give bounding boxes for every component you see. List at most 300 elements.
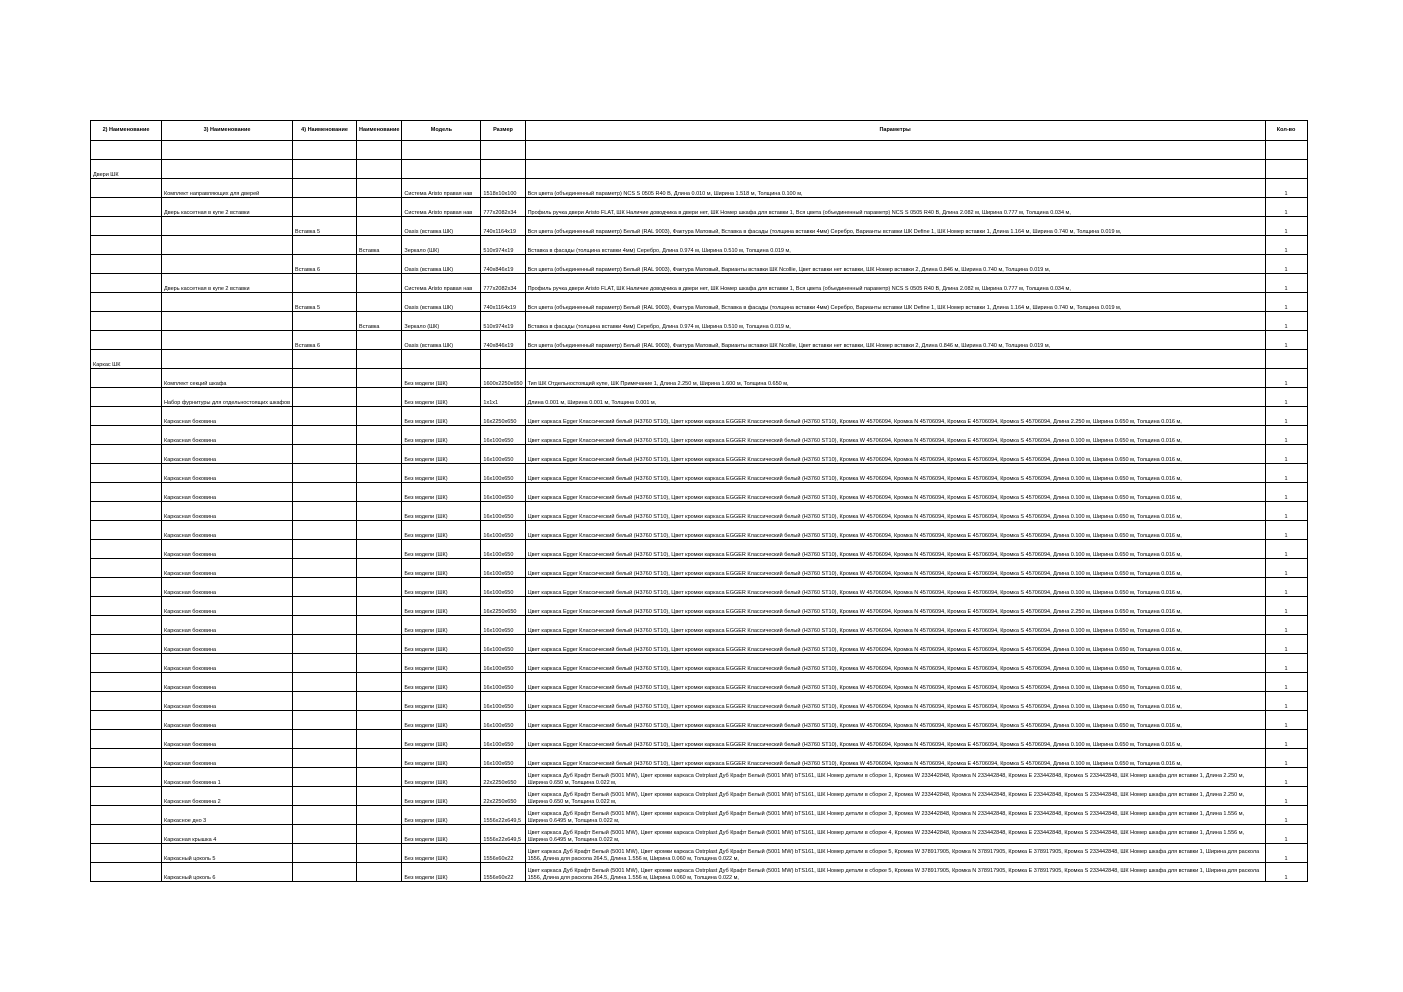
- cell-name-level4: [293, 730, 357, 749]
- cell-name-level5: [357, 654, 402, 673]
- cell-name-level2: [91, 749, 162, 768]
- cell-qty: [1265, 160, 1307, 179]
- header-name-level2: 2) Наименование: [91, 121, 162, 141]
- cell-size: 777x2082x34: [481, 274, 525, 293]
- cell-name-level4: [293, 312, 357, 331]
- cell-name-level4: [293, 160, 357, 179]
- table-row: [91, 692, 1308, 711]
- cell-name-level5: Вставка: [357, 312, 402, 331]
- cell-params: Цвет каркаса Дуб Крафт Белый (5001 MW), Цвет кромки каркаса Ostrplast Дуб Крафт Белый (5001 MW) bTS161, ШК Номер детали в сборке 2, Кромка W 233442848, Кромка N 233442848, Кромка E 233442848, Кромка S 233442848, ШК Номер шкафа для вставки 1, Длина 2.250 м, Ширина 0.650 м, Толщина 0.022 м,: [525, 787, 1265, 806]
- cell-name-level2: [91, 825, 162, 844]
- cell-name-level3: [162, 312, 293, 331]
- header-size: Размер: [481, 121, 525, 141]
- cell-name-level4: [293, 749, 357, 768]
- cell-params: Тип ШК Отдельностоящий купе, ШК Примечание 1, Длина 2.250 м, Ширина 1.600 м, Толщина 0.650 м,: [525, 369, 1265, 388]
- cell-size: 16x100x650: [481, 673, 525, 692]
- cell-name-level2: [91, 388, 162, 407]
- cell-params: Цвет каркаса Дуб Крафт Белый (5001 MW), Цвет кромки каркаса Ostrplast Дуб Крафт Белый (5001 MW) bTS161, ШК Номер детали в сборке 1, Кромка W 233442848, Кромка N 233442848, Кромка E 233442848, Кромка S 233442848, ШК Номер шкафа для вставки 1, Длина 2.250 м, Ширина 0.650 м, Толщина 0.022 м,: [525, 768, 1265, 787]
- cell-qty: 1: [1265, 388, 1307, 407]
- cell-qty: 1: [1265, 863, 1307, 882]
- cell-name-level2: [91, 521, 162, 540]
- cell-params: Вставка в фасады (толщина вставки 4мм) Серебро, Длина 0.974 м, Ширина 0.510 м, Толщина 0.019 м,: [525, 236, 1265, 255]
- cell-qty: 1: [1265, 179, 1307, 198]
- cell-qty: [1265, 141, 1307, 160]
- cell-qty: 1: [1265, 616, 1307, 635]
- cell-params: Цвет каркаса Egger Классический белый (H3760 ST10), Цвет кромки каркаса EGGER Классический белый (H3760 ST10), Кромка W 45706094, Кромка N 45706094, Кромка E 45706094, Кромка S 45706094, Длина 0.100 м, Ширина 0.650 м, Толщина 0.016 м,: [525, 426, 1265, 445]
- cell-name-level4: [293, 464, 357, 483]
- cell-name-level5: [357, 483, 402, 502]
- cell-size: [481, 141, 525, 160]
- cell-model: Без модели (ШК): [402, 540, 481, 559]
- cell-name-level3: Комплект направляющих для дверей: [162, 179, 293, 198]
- cell-name-level3: [162, 293, 293, 312]
- cell-name-level3: Каркасное дно 3: [162, 806, 293, 825]
- cell-size: 1600x2250x650: [481, 369, 525, 388]
- cell-params: Вся цвета (объединенный параметр) Белый (RAL 9003), Фактура Матовый, Вставка в фасады (толщина вставки 4мм) Серебро, Варианты вставки ШК Define 1, ШК Номер вставки 1, Длина 1.164 м, Ширина 0.740 м, Толщина 0.019 м,: [525, 217, 1265, 236]
- cell-qty: 1: [1265, 749, 1307, 768]
- table-row: [91, 578, 1308, 597]
- cell-params: Цвет каркаса Дуб Крафт Белый (5001 MW), Цвет кромки каркаса Ostrplast Дуб Крафт Белый (5001 MW) bTS161, ШК Номер детали в сборке 4, Кромка W 233442848, Кромка N 233442848, Кромка E 233442848, Кромка S 233442848, ШК Номер шкафа для вставки 1, Длина 1.556 м, Ширина 0.6495 м, Толщина 0.022 м,: [525, 825, 1265, 844]
- cell-qty: 1: [1265, 407, 1307, 426]
- cell-name-level2: [91, 559, 162, 578]
- cell-name-level2: [91, 768, 162, 787]
- header-name-level3: 3) Наименование: [162, 121, 293, 141]
- cell-qty: 1: [1265, 711, 1307, 730]
- cell-name-level5: [357, 331, 402, 350]
- cell-model: Без модели (ШК): [402, 806, 481, 825]
- cell-name-level3: Каркасная боковина: [162, 559, 293, 578]
- header-name-level5: Наименование: [357, 121, 402, 141]
- cell-model: Система Aristo правая нав: [402, 198, 481, 217]
- cell-name-level3: [162, 255, 293, 274]
- cell-qty: 1: [1265, 673, 1307, 692]
- cell-name-level3: Дверь кассетная в купе 2 вставки: [162, 274, 293, 293]
- table-row: [91, 654, 1308, 673]
- cell-name-level4: [293, 445, 357, 464]
- cell-name-level5: [357, 274, 402, 293]
- table-row: [91, 825, 1308, 844]
- table-row: [91, 483, 1308, 502]
- cell-name-level2: Каркас ШК: [91, 350, 162, 369]
- cell-name-level2: [91, 331, 162, 350]
- cell-name-level4: [293, 407, 357, 426]
- cell-size: 16x100x650: [481, 749, 525, 768]
- cell-name-level2: [91, 787, 162, 806]
- cell-name-level4: [293, 692, 357, 711]
- cell-name-level3: Каркасная боковина: [162, 502, 293, 521]
- cell-params: Цвет каркаса Egger Классический белый (H3760 ST10), Цвет кромки каркаса EGGER Классический белый (H3760 ST10), Кромка W 45706094, Кромка N 45706094, Кромка E 45706094, Кромка S 45706094, Длина 0.100 м, Ширина 0.650 м, Толщина 0.016 м,: [525, 673, 1265, 692]
- cell-size: 16x100x650: [481, 711, 525, 730]
- cell-qty: 1: [1265, 217, 1307, 236]
- cell-name-level4: Вставка 6: [293, 331, 357, 350]
- cell-qty: 1: [1265, 312, 1307, 331]
- cell-size: 16x100x650: [481, 483, 525, 502]
- cell-model: Без модели (ШК): [402, 483, 481, 502]
- cell-params: Цвет каркаса Egger Классический белый (H3760 ST10), Цвет кромки каркаса EGGER Классический белый (H3760 ST10), Кромка W 45706094, Кромка N 45706094, Кромка E 45706094, Кромка S 45706094, Длина 0.100 м, Ширина 0.650 м, Толщина 0.016 м,: [525, 521, 1265, 540]
- cell-model: Без модели (ШК): [402, 730, 481, 749]
- cell-model: Без модели (ШК): [402, 464, 481, 483]
- cell-size: 740x846x19: [481, 331, 525, 350]
- cell-size: 16x100x650: [481, 445, 525, 464]
- cell-model: Без модели (ШК): [402, 692, 481, 711]
- cell-model: Без модели (ШК): [402, 426, 481, 445]
- cell-name-level5: [357, 388, 402, 407]
- table-row: [91, 274, 1308, 293]
- cell-name-level4: [293, 635, 357, 654]
- cell-name-level3: [162, 331, 293, 350]
- cell-model: Без модели (ШК): [402, 635, 481, 654]
- cell-size: 740x846x19: [481, 255, 525, 274]
- cell-name-level3: Каркасная боковина: [162, 730, 293, 749]
- cell-qty: 1: [1265, 426, 1307, 445]
- cell-size: 16x100x650: [481, 578, 525, 597]
- cell-name-level5: [357, 426, 402, 445]
- cell-size: 16x100x650: [481, 521, 525, 540]
- cell-name-level5: [357, 749, 402, 768]
- cell-name-level5: [357, 578, 402, 597]
- cell-size: 22x2250x650: [481, 787, 525, 806]
- cell-name-level3: Каркасная боковина: [162, 749, 293, 768]
- cell-name-level4: [293, 369, 357, 388]
- cell-model: Без модели (ШК): [402, 768, 481, 787]
- cell-name-level2: [91, 198, 162, 217]
- cell-name-level2: [91, 445, 162, 464]
- cell-name-level4: [293, 236, 357, 255]
- cell-name-level3: Каркасная боковина: [162, 654, 293, 673]
- table-row: [91, 407, 1308, 426]
- cell-name-level3: Каркасная крышка 4: [162, 825, 293, 844]
- cell-model: Без модели (ШК): [402, 825, 481, 844]
- cell-size: 740x1164x19: [481, 217, 525, 236]
- cell-size: 1x1x1: [481, 388, 525, 407]
- cell-model: Без модели (ШК): [402, 407, 481, 426]
- cell-name-level5: [357, 711, 402, 730]
- cell-name-level5: [357, 540, 402, 559]
- cell-name-level5: [357, 350, 402, 369]
- cell-model: Без модели (ШК): [402, 369, 481, 388]
- table-row: [91, 445, 1308, 464]
- table-row: [91, 806, 1308, 825]
- cell-qty: 1: [1265, 293, 1307, 312]
- cell-size: 16x100x650: [481, 692, 525, 711]
- cell-name-level3: Каркасная боковина: [162, 445, 293, 464]
- table-row: [91, 502, 1308, 521]
- cell-name-level2: [91, 692, 162, 711]
- cell-name-level3: Каркасная боковина: [162, 692, 293, 711]
- table-row: [91, 844, 1308, 863]
- cell-params: Цвет каркаса Egger Классический белый (H3760 ST10), Цвет кромки каркаса EGGER Классический белый (H3760 ST10), Кромка W 45706094, Кромка N 45706094, Кромка E 45706094, Кромка S 45706094, Длина 0.100 м, Ширина 0.650 м, Толщина 0.016 м,: [525, 540, 1265, 559]
- cell-size: 16x100x650: [481, 616, 525, 635]
- cell-qty: 1: [1265, 654, 1307, 673]
- cell-model: Система Aristo правая нав: [402, 179, 481, 198]
- cell-size: 16x100x650: [481, 559, 525, 578]
- cell-name-level4: [293, 654, 357, 673]
- cell-params: Вставка в фасады (толщина вставки 4мм) Серебро, Длина 0.974 м, Ширина 0.510 м, Толщина 0.019 м,: [525, 312, 1265, 331]
- cell-model: Без модели (ШК): [402, 616, 481, 635]
- cell-qty: [1265, 350, 1307, 369]
- cell-model: Без модели (ШК): [402, 388, 481, 407]
- cell-name-level2: [91, 217, 162, 236]
- cell-params: Цвет каркаса Дуб Крафт Белый (5001 MW), Цвет кромки каркаса Ostrplast Дуб Крафт Белый (5001 MW) bTS161, ШК Номер детали в сборке 3, Кромка W 233442848, Кромка N 233442848, Кромка E 233442848, Кромка S 233442848, ШК Номер шкафа для вставки 1, Длина 1.556 м, Ширина 0.6495 м, Толщина 0.022 м,: [525, 806, 1265, 825]
- cell-name-level3: [162, 350, 293, 369]
- cell-params: Цвет каркаса Дуб Крафт Белый (5001 MW), Цвет кромки каркаса Ostrplast Дуб Крафт Белый (5001 MW) bTS161, ШК Номер детали в сборке 5, Кромка W 378917905, Кромка N 378917905, Кромка E 378917905, Кромка S 233442848, ШК Номер шкафа для вставки 1, Ширина для раскола 1556, Длина для раскола 264.5, Длина 1.556 м, Ширина 0.060 м, Толщина 0.022 м,: [525, 863, 1265, 882]
- cell-params: Цвет каркаса Egger Классический белый (H3760 ST10), Цвет кромки каркаса EGGER Классический белый (H3760 ST10), Кромка W 45706094, Кромка N 45706094, Кромка E 45706094, Кромка S 45706094, Длина 2.250 м, Ширина 0.650 м, Толщина 0.016 м,: [525, 407, 1265, 426]
- cell-qty: 1: [1265, 464, 1307, 483]
- cell-qty: 1: [1265, 445, 1307, 464]
- cell-name-level2: [91, 179, 162, 198]
- cell-params: Вся цвета (объединенный параметр) Белый (RAL 9003), Фактура Матовый, Вставка в фасады (толщина вставки 4мм) Серебро, Варианты вставки ШК Define 1, ШК Номер вставки 1, Длина 1.164 м, Ширина 0.740 м, Толщина 0.019 м,: [525, 293, 1265, 312]
- table-row: [91, 749, 1308, 768]
- cell-params: [525, 350, 1265, 369]
- cell-qty: 1: [1265, 369, 1307, 388]
- cell-name-level4: [293, 597, 357, 616]
- cell-model: Система Aristo правая нав: [402, 274, 481, 293]
- table-row: [91, 217, 1308, 236]
- cell-name-level5: [357, 502, 402, 521]
- cell-name-level5: [357, 369, 402, 388]
- cell-params: Цвет каркаса Дуб Крафт Белый (5001 MW), Цвет кромки каркаса Ostrplast Дуб Крафт Белый (5001 MW) bTS161, ШК Номер детали в сборке 5, Кромка W 378917905, Кромка N 378917905, Кромка E 378917905, Кромка S 233442848, ШК Номер шкафа для вставки 1, Ширина для раскола 1556, Длина для раскола 264.5, Длина 1.556 м, Ширина 0.060 м, Толщина 0.022 м,: [525, 844, 1265, 863]
- cell-model: Без модели (ШК): [402, 597, 481, 616]
- cell-qty: 1: [1265, 540, 1307, 559]
- cell-name-level4: [293, 426, 357, 445]
- cell-model: [402, 350, 481, 369]
- cell-name-level3: Комплект секций шкафа: [162, 369, 293, 388]
- cell-qty: 1: [1265, 787, 1307, 806]
- cell-qty: 1: [1265, 274, 1307, 293]
- cell-qty: 1: [1265, 578, 1307, 597]
- cell-qty: 1: [1265, 844, 1307, 863]
- cell-model: Без модели (ШК): [402, 654, 481, 673]
- cell-name-level4: [293, 806, 357, 825]
- cell-name-level4: Вставка 5: [293, 293, 357, 312]
- cell-name-level3: Каркасная боковина: [162, 635, 293, 654]
- cell-name-level4: [293, 787, 357, 806]
- cell-name-level5: [357, 673, 402, 692]
- table-row: [91, 331, 1308, 350]
- cell-name-level4: [293, 540, 357, 559]
- cell-model: Без модели (ШК): [402, 559, 481, 578]
- cell-name-level4: [293, 673, 357, 692]
- cell-params: Цвет каркаса Egger Классический белый (H3760 ST10), Цвет кромки каркаса EGGER Классический белый (H3760 ST10), Кромка W 45706094, Кромка N 45706094, Кромка E 45706094, Кромка S 45706094, Длина 0.100 м, Ширина 0.650 м, Толщина 0.016 м,: [525, 692, 1265, 711]
- table-row: [91, 730, 1308, 749]
- cell-model: Зеркало (ШК): [402, 236, 481, 255]
- table-row: [91, 673, 1308, 692]
- cell-params: Цвет каркаса Egger Классический белый (H3760 ST10), Цвет кромки каркаса EGGER Классический белый (H3760 ST10), Кромка W 45706094, Кромка N 45706094, Кромка E 45706094, Кромка S 45706094, Длина 0.100 м, Ширина 0.650 м, Толщина 0.016 м,: [525, 730, 1265, 749]
- cell-name-level3: Каркасная боковина: [162, 426, 293, 445]
- cell-qty: 1: [1265, 635, 1307, 654]
- cell-size: 1556x60x22: [481, 863, 525, 882]
- cell-name-level5: [357, 198, 402, 217]
- cell-name-level3: Каркасная боковина: [162, 540, 293, 559]
- cell-model: Oasis (вставка ШК): [402, 331, 481, 350]
- cell-name-level5: [357, 445, 402, 464]
- cell-name-level3: Каркасная боковина: [162, 616, 293, 635]
- cell-name-level5: [357, 293, 402, 312]
- cell-name-level2: [91, 236, 162, 255]
- cell-name-level2: [91, 578, 162, 597]
- cell-name-level5: [357, 141, 402, 160]
- cell-qty: 1: [1265, 255, 1307, 274]
- cell-name-level3: Каркасная боковина: [162, 483, 293, 502]
- cell-name-level4: [293, 141, 357, 160]
- cell-model: [402, 160, 481, 179]
- cell-model: Зеркало (ШК): [402, 312, 481, 331]
- table-row: [91, 293, 1308, 312]
- cell-params: Профиль ручка двери Aristo FLAT, ШК Наличие доводчика в двери нет, ШК Номер шкафа для вставки 1, Вся цвета (объединенный параметр) NCS S 0505 R40 B, Длина 2.082 м, Ширина 0.777 м, Толщина 0.034 м,: [525, 274, 1265, 293]
- cell-name-level4: [293, 711, 357, 730]
- cell-name-level2: [91, 806, 162, 825]
- cell-name-level5: Вставка: [357, 236, 402, 255]
- cell-name-level3: [162, 160, 293, 179]
- cell-params: Цвет каркаса Egger Классический белый (H3760 ST10), Цвет кромки каркаса EGGER Классический белый (H3760 ST10), Кромка W 45706094, Кромка N 45706094, Кромка E 45706094, Кромка S 45706094, Длина 2.250 м, Ширина 0.650 м, Толщина 0.016 м,: [525, 597, 1265, 616]
- cell-model: Без модели (ШК): [402, 711, 481, 730]
- cell-name-level4: [293, 616, 357, 635]
- cell-params: Цвет каркаса Egger Классический белый (H3760 ST10), Цвет кромки каркаса EGGER Классический белый (H3760 ST10), Кромка W 45706094, Кромка N 45706094, Кромка E 45706094, Кромка S 45706094, Длина 0.100 м, Ширина 0.650 м, Толщина 0.016 м,: [525, 578, 1265, 597]
- cell-model: Без модели (ШК): [402, 749, 481, 768]
- cell-params: [525, 141, 1265, 160]
- cell-name-level5: [357, 635, 402, 654]
- cell-qty: 1: [1265, 198, 1307, 217]
- cell-name-level5: [357, 768, 402, 787]
- cell-size: 1556x22x649,5: [481, 806, 525, 825]
- cell-size: 16x100x650: [481, 540, 525, 559]
- cell-name-level5: [357, 160, 402, 179]
- table-row: [91, 426, 1308, 445]
- cell-name-level5: [357, 255, 402, 274]
- cell-name-level3: Каркасная боковина 2: [162, 787, 293, 806]
- cell-name-level2: [91, 464, 162, 483]
- cell-name-level2: [91, 673, 162, 692]
- cell-params: Вся цвета (объединенный параметр) Белый (RAL 9003), Фактура Матовый, Варианты вставки ШК Ncollie, Цвет вставки нет вставки, ШК Номер вставки 2, Длина 0.846 м, Ширина 0.740 м, Толщина 0.019 м,: [525, 331, 1265, 350]
- cell-name-level2: [91, 730, 162, 749]
- cell-qty: 1: [1265, 502, 1307, 521]
- cell-name-level2: [91, 844, 162, 863]
- cell-name-level3: [162, 217, 293, 236]
- cell-size: 16x2250x650: [481, 407, 525, 426]
- cell-name-level2: [91, 426, 162, 445]
- table-row: [91, 559, 1308, 578]
- table-body: [91, 141, 1308, 882]
- cell-name-level5: [357, 407, 402, 426]
- table-row: [91, 597, 1308, 616]
- cell-model: Без модели (ШК): [402, 521, 481, 540]
- cell-name-level4: [293, 179, 357, 198]
- cell-size: 16x100x650: [481, 654, 525, 673]
- cell-name-level5: [357, 217, 402, 236]
- cell-model: Без модели (ШК): [402, 863, 481, 882]
- cell-name-level2: [91, 483, 162, 502]
- cell-name-level2: [91, 616, 162, 635]
- cell-name-level3: Каркасный цоколь 5: [162, 844, 293, 863]
- cell-name-level3: Каркасная боковина 1: [162, 768, 293, 787]
- section-row: [91, 350, 1308, 369]
- cell-qty: 1: [1265, 483, 1307, 502]
- cell-name-level5: [357, 464, 402, 483]
- cell-name-level4: [293, 768, 357, 787]
- cell-size: 16x100x650: [481, 426, 525, 445]
- table-row: [91, 388, 1308, 407]
- cell-size: 510x974x19: [481, 312, 525, 331]
- cell-qty: 1: [1265, 806, 1307, 825]
- cell-params: Длина 0.001 м, Ширина 0.001 м, Толщина 0.001 м,: [525, 388, 1265, 407]
- cell-qty: 1: [1265, 331, 1307, 350]
- cell-name-level3: Дверь кассетная в купе 2 вставки: [162, 198, 293, 217]
- header-row: [91, 121, 1308, 141]
- cell-size: 16x100x650: [481, 635, 525, 654]
- cell-name-level2: [91, 863, 162, 882]
- cell-name-level5: [357, 806, 402, 825]
- cell-params: Вся цвета (объединенный параметр) Белый (RAL 9003), Фактура Матовый, Варианты вставки ШК Ncollie, Цвет вставки нет вставки, ШК Номер вставки 2, Длина 0.846 м, Ширина 0.740 м, Толщина 0.019 м,: [525, 255, 1265, 274]
- cell-name-level3: Каркасная боковина: [162, 464, 293, 483]
- section-row: [91, 160, 1308, 179]
- cell-size: 777x2082x34: [481, 198, 525, 217]
- table-row: [91, 198, 1308, 217]
- cell-name-level5: [357, 787, 402, 806]
- cell-size: 1556x22x649,5: [481, 825, 525, 844]
- cell-size: 16x2250x650: [481, 597, 525, 616]
- table-row: [91, 521, 1308, 540]
- cell-model: Oasis (вставка ШК): [402, 293, 481, 312]
- cell-name-level4: [293, 274, 357, 293]
- cell-model: Без модели (ШК): [402, 844, 481, 863]
- cell-params: Цвет каркаса Egger Классический белый (H3760 ST10), Цвет кромки каркаса EGGER Классический белый (H3760 ST10), Кромка W 45706094, Кромка N 45706094, Кромка E 45706094, Кромка S 45706094, Длина 0.100 м, Ширина 0.650 м, Толщина 0.016 м,: [525, 464, 1265, 483]
- cell-name-level4: [293, 350, 357, 369]
- table-row: [91, 768, 1308, 787]
- cell-model: Oasis (вставка ШК): [402, 217, 481, 236]
- cell-size: 16x100x650: [481, 730, 525, 749]
- cell-name-level5: [357, 521, 402, 540]
- cell-params: Цвет каркаса Egger Классический белый (H3760 ST10), Цвет кромки каркаса EGGER Классический белый (H3760 ST10), Кромка W 45706094, Кромка N 45706094, Кромка E 45706094, Кромка S 45706094, Длина 0.100 м, Ширина 0.650 м, Толщина 0.016 м,: [525, 559, 1265, 578]
- cell-size: [481, 350, 525, 369]
- cell-params: Цвет каркаса Egger Классический белый (H3760 ST10), Цвет кромки каркаса EGGER Классический белый (H3760 ST10), Кромка W 45706094, Кромка N 45706094, Кромка E 45706094, Кромка S 45706094, Длина 0.100 м, Ширина 0.650 м, Толщина 0.016 м,: [525, 502, 1265, 521]
- cell-name-level2: Двери ШК: [91, 160, 162, 179]
- cell-size: 740x1164x19: [481, 293, 525, 312]
- cell-qty: 1: [1265, 825, 1307, 844]
- cell-name-level3: Каркасная боковина: [162, 578, 293, 597]
- cell-qty: 1: [1265, 768, 1307, 787]
- cell-name-level3: Каркасная боковина: [162, 521, 293, 540]
- table-row: [91, 464, 1308, 483]
- cell-name-level2: [91, 255, 162, 274]
- cell-qty: 1: [1265, 597, 1307, 616]
- table-row: [91, 863, 1308, 882]
- table-row: [91, 255, 1308, 274]
- table-row: [91, 711, 1308, 730]
- cell-name-level2: [91, 502, 162, 521]
- cell-qty: 1: [1265, 692, 1307, 711]
- header-params: Параметры: [525, 121, 1265, 141]
- cell-name-level5: [357, 597, 402, 616]
- cell-model: Без модели (ШК): [402, 502, 481, 521]
- cell-name-level2: [91, 274, 162, 293]
- cell-qty: 1: [1265, 730, 1307, 749]
- cell-name-level2: [91, 407, 162, 426]
- blank-row: [91, 141, 1308, 160]
- cell-name-level2: [91, 711, 162, 730]
- cell-params: Цвет каркаса Egger Классический белый (H3760 ST10), Цвет кромки каркаса EGGER Классический белый (H3760 ST10), Кромка W 45706094, Кромка N 45706094, Кромка E 45706094, Кромка S 45706094, Длина 0.100 м, Ширина 0.650 м, Толщина 0.016 м,: [525, 711, 1265, 730]
- cell-qty: 1: [1265, 236, 1307, 255]
- cell-model: Без модели (ШК): [402, 673, 481, 692]
- cell-name-level3: Каркасная боковина: [162, 597, 293, 616]
- cell-name-level5: [357, 825, 402, 844]
- cell-name-level4: [293, 388, 357, 407]
- cell-name-level2: [91, 654, 162, 673]
- cell-size: 510x974x19: [481, 236, 525, 255]
- cell-params: Цвет каркаса Egger Классический белый (H3760 ST10), Цвет кромки каркаса EGGER Классический белый (H3760 ST10), Кромка W 45706094, Кромка N 45706094, Кромка E 45706094, Кромка S 45706094, Длина 0.100 м, Ширина 0.650 м, Толщина 0.016 м,: [525, 654, 1265, 673]
- cell-name-level3: Каркасная боковина: [162, 673, 293, 692]
- cell-model: Без модели (ШК): [402, 578, 481, 597]
- cell-name-level2: [91, 597, 162, 616]
